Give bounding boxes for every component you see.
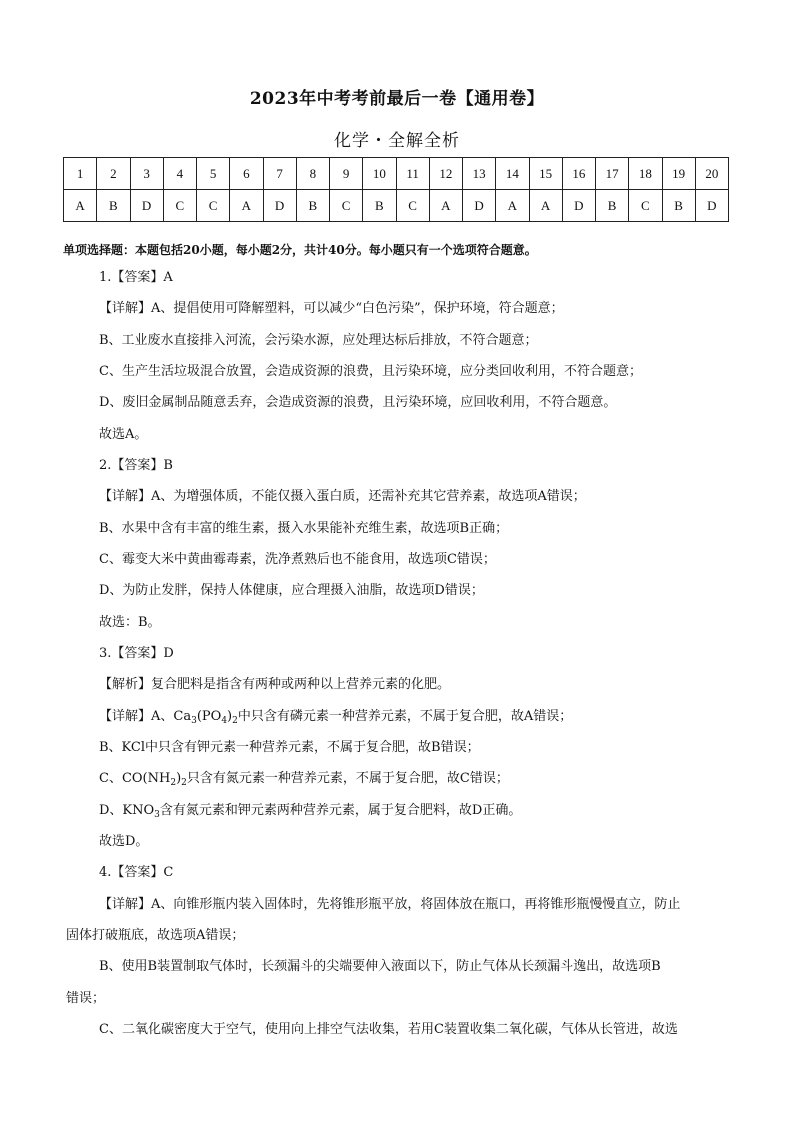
question-number-cell: 2: [97, 158, 130, 190]
answer-cell: B: [662, 190, 695, 222]
q3-option-b: B、KCl中只含有钾元素一种营养元素，不属于复合肥，故B错误；: [99, 740, 480, 755]
q1-option-c: C、生产生活垃圾混合放置，会造成资源的浪费，且污染环境，应分类回收利用，不符合题意；: [99, 364, 642, 379]
answer-cell: D: [695, 190, 728, 222]
answer-cell: A: [529, 190, 562, 222]
q3-answer: 3.【答案】D: [99, 646, 174, 661]
question-number-cell: 5: [197, 158, 230, 190]
question-number-cell: 13: [463, 158, 496, 190]
q4-option-c-line1: C、二氧化碳密度大于空气，使用向上排空气法收集，若用C装置收集二氧化碳，气体从长管进，故选: [99, 1022, 678, 1037]
page-title: 2023年中考考前最后一卷【通用卷】: [249, 89, 545, 109]
q4-option-b-line2: 错误；: [66, 991, 106, 1006]
answer-cell: C: [629, 190, 662, 222]
q3-option-d: D、$KNO_3$含有氮元素和钾元素两种营养元素，属于复合肥料，故D正确。: [99, 803, 522, 820]
answer-cell: A: [429, 190, 462, 222]
section-intro: 单项选择题：本题包括20小题，每小题2分，共计40分。每小题只有一个选项符合题意。: [63, 243, 537, 257]
answer-cell: A: [496, 190, 529, 222]
q1-answer: 1.【答案】A: [99, 270, 173, 285]
page-subtitle: 化学・全解全析: [334, 131, 460, 151]
answer-cell: B: [296, 190, 329, 222]
answer-cell: A: [64, 190, 97, 222]
question-number-cell: 10: [363, 158, 396, 190]
question-number-cell: 3: [130, 158, 163, 190]
q2-answer: 2.【答案】B: [99, 458, 173, 473]
question-number-cell: 12: [429, 158, 462, 190]
question-number-cell: 19: [662, 158, 695, 190]
answer-table-answer-row: [64, 190, 729, 222]
answer-cell: C: [197, 190, 230, 222]
question-number-cell: 17: [596, 158, 629, 190]
question-number-cell: 11: [396, 158, 429, 190]
question-number-cell: 4: [163, 158, 196, 190]
question-number-cell: 16: [562, 158, 595, 190]
q4-detail-line1: 【详解】A、向锥形瓶内装入固体时，先将锥形瓶平放，将固体放在瓶口，再将锥形瓶慢慢直立，防止: [99, 897, 681, 912]
question-number-cell: 8: [296, 158, 329, 190]
question-number-cell: 6: [230, 158, 263, 190]
q2-conclusion: 故选：B。: [99, 615, 161, 630]
q2-option-c: C、霉变大米中黄曲霉毒素，洗净煮熟后也不能食用，故选项C错误；: [99, 552, 496, 567]
answer-cell: D: [562, 190, 595, 222]
question-number-cell: 7: [263, 158, 296, 190]
question-number-cell: 1: [64, 158, 97, 190]
answer-table: [63, 157, 729, 222]
q4-detail-line2: 固体打破瓶底，故选项A错误；: [66, 928, 245, 943]
q3-option-c: C、$CO(NH_2)_2$只含有氮元素一种营养元素，不属于复合肥，故C错误；: [99, 771, 509, 788]
answer-cell: D: [130, 190, 163, 222]
question-number-cell: 9: [330, 158, 363, 190]
q2-option-d: D、为防止发胖，保持人体健康，应合理摄入油脂，故选项D错误；: [99, 583, 484, 598]
question-number-cell: 14: [496, 158, 529, 190]
answer-cell: C: [330, 190, 363, 222]
q1-option-b: B、工业废水直接排入河流，会污染水源，应处理达标后排放，不符合题意；: [99, 333, 538, 348]
answer-table-number-row: [64, 158, 729, 190]
q1-detail: 【详解】A、提倡使用可降解塑料，可以减少“白色污染”，保护环境，符合题意；: [99, 301, 564, 316]
answer-cell: C: [163, 190, 196, 222]
answer-cell: C: [396, 190, 429, 222]
question-number-cell: 20: [695, 158, 728, 190]
q4-answer: 4.【答案】C: [99, 865, 174, 880]
q1-option-d: D、废旧金属制品随意丢弃，会造成资源的浪费，且污染环境，应回收利用，不符合题意。: [99, 395, 617, 410]
answer-cell: B: [97, 190, 130, 222]
answer-cell: B: [596, 190, 629, 222]
q1-conclusion: 故选A。: [99, 427, 148, 442]
q4-option-b-line1: B、使用B装置制取气体时，长颈漏斗的尖端要伸入液面以下，防止气体从长颈漏斗逸出，故选项B: [99, 959, 661, 974]
question-number-cell: 15: [529, 158, 562, 190]
answer-cell: B: [363, 190, 396, 222]
answer-cell: D: [463, 190, 496, 222]
q2-option-b: B、水果中含有丰富的维生素，摄入水果能补充维生素，故选项B正确；: [99, 521, 509, 536]
answer-cell: D: [263, 190, 296, 222]
answer-cell: A: [230, 190, 263, 222]
q3-analysis: 【解析】复合肥料是指含有两种或两种以上营养元素的化肥。: [99, 677, 451, 692]
q3-detail: 【详解】A、$Ca_3(PO_4)_2$中只含有磷元素一种营养元素，不属于复合肥，故A错误；: [99, 709, 573, 726]
question-number-cell: 18: [629, 158, 662, 190]
q3-conclusion: 故选D。: [99, 834, 149, 849]
q2-detail: 【详解】A、为增强体质，不能仅摄入蛋白质，还需补充其它营养素，故选项A错误；: [99, 489, 586, 504]
